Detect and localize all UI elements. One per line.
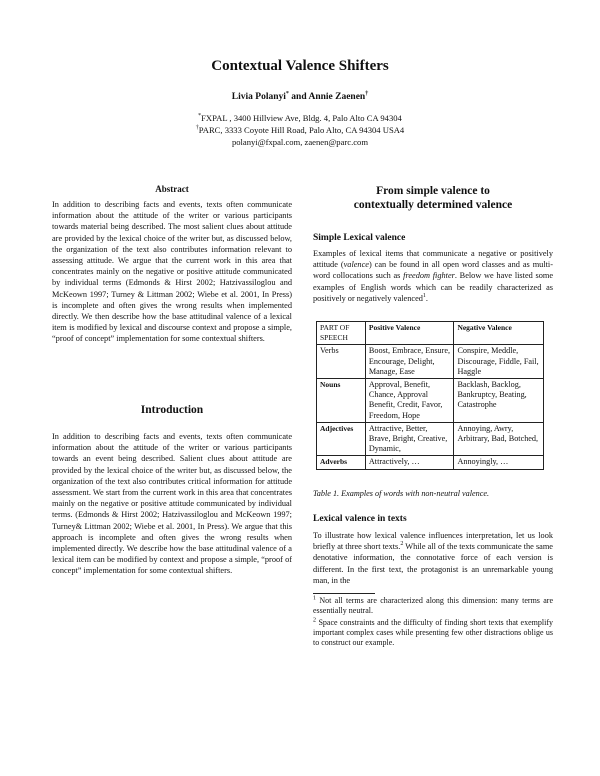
table-cell-negative: Annoyingly, … [454, 456, 544, 469]
footnote-1-mark: 1 [313, 595, 316, 602]
table-cell-positive: Attractive, Better, Brave, Bright, Creative, Dynamic, [365, 422, 454, 456]
lexical-in-texts-text [313, 530, 553, 586]
author-joiner: and [288, 92, 309, 102]
table-row [317, 379, 544, 423]
lexical-in-texts-text-b: While all of the texts communicate the same denotative information, the connotative force of each version is different. In the first text, the protagonist is an unremarkable young man, in the [313, 542, 553, 585]
table-caption: Table 1. Examples of words with non-neutral valence. [313, 489, 490, 498]
table-cell-pos: Verbs [317, 345, 366, 379]
author-emails: polanyi@fxpal.com, zaenen@parc.com [231, 137, 369, 147]
table-header-row [317, 322, 544, 345]
affiliation-2-mark: † [195, 125, 199, 132]
introduction-heading: Introduction [140, 404, 204, 416]
valence-table [316, 321, 544, 470]
simple-lexical-text-a: Examples of lexical items that communicate a negative or positively attitude ( [313, 249, 553, 270]
table-header-positive: Positive Valence [365, 322, 454, 345]
simple-lexical-text-c: . Below we have listed some examples of English words which can be readily characterized as positively or negatively valenced [313, 271, 554, 303]
author-line [0, 92, 600, 102]
affiliation-1 [0, 112, 600, 124]
affiliation-2 [0, 124, 600, 136]
simple-lexical-heading: Simple Lexical valence [313, 233, 406, 243]
table-cell-pos: Adjectives [317, 422, 366, 456]
table-cell-negative: Conspire, Meddle, Discourage, Fiddle, Fail, Haggle [454, 345, 544, 379]
affiliation-2-text: PARC, 3333 Coyote Hill Road, Palo Alto, CA 94304 USA4 [198, 125, 405, 135]
table-row [317, 345, 544, 379]
table-cell-positive: Attractively, … [365, 456, 454, 469]
table-cell-negative: Backlash, Backlog, Bankruptcy, Beating, Catastrophe [454, 379, 544, 423]
section-heading-line1: From simple valence to [376, 185, 490, 197]
footnote-ref-2: 2 [400, 541, 404, 548]
footnote-1 [313, 596, 553, 616]
footnote-separator [313, 593, 375, 594]
affiliation-1-text: FXPAL , 3400 Hillview Ave, Bldg. 4, Palo Alto CA 94304 [201, 113, 402, 123]
table-cell-pos: Nouns [317, 379, 366, 423]
simple-lexical-italic-1: valence [343, 260, 369, 270]
table-cell-positive: Boost, Embrace, Ensure, Encourage, Delight, Manage, Ease [365, 345, 454, 379]
simple-lexical-italic-2: freedom fighter [403, 271, 455, 281]
table-header-negative: Negative Valence [454, 322, 544, 345]
lexical-in-texts-heading: Lexical valence in texts [313, 514, 407, 524]
footnote-2 [313, 618, 553, 649]
table-cell-pos: Adverbs [317, 456, 366, 469]
introduction-text: In addition to describing facts and events, texts often communicate information about the attitude of the writer or various participants towards an event being described. Salient clues about attitude are provided by the lexical choice of the writer but, as discussed below, the organization of the text also contributes critical information for attitude assessment. We start from the current work in this area that concentrates mainly on the negative or positive attitude communicated by individual terms. (Edmonds & Hirst 2002; Hatzivassiloglou and McKeown 1997; Turney& Littman 2002; Wiebe et al. 2001, In Press). We argue that this approach is incomplete and often gives the wrong results when implemented directly. We describe how the base attitudinal valence of a lexical item can be modified by context and propose a simple, “proof of concept” implementation for some contextual shifters. [52, 432, 292, 576]
footnote-ref-1: 1 [422, 293, 426, 300]
affiliation-1-mark: * [198, 113, 202, 120]
abstract-text: In addition to describing facts and events, texts often communicate information about the attitude of the writer or various participants towards material being described. The most salient clues about attitude are provided by the lexical choice of the writer but, as discussed below, the organization of the text also contributes information relevant to assessing attitude. We argue that the current work in this area that concentrates mainly on the negative or positive attitude communicated by individual terms (Edmonds & Hirst 2002; Hatzivassiloglou and McKeown 1997; Turney & Littman 2002; Wiebe et al. 2001, In Press) is incomplete and often gives the wrong results when implemented directly. We then describe how the base attitudinal valence of a lexical item is modified by lexical and discourse context and propose a simple, “proof of concept” implementation for some contextual shifters. [52, 200, 292, 344]
footnote-2-text: Space constraints and the difficulty of finding short texts that exemplify important complex cases while presenting few other distractions oblige us to construct our example. [313, 618, 553, 648]
table-cell-positive: Approval, Benefit, Chance, Approval Benefit, Credit, Favor, Freedom, Hope [365, 379, 454, 423]
simple-lexical-text [313, 248, 553, 304]
lexical-in-texts-text-a: To illustrate how lexical valence influences interpretation, let us look briefly at three short texts. [313, 531, 553, 552]
section-heading-line2: contextually determined valence [353, 199, 513, 211]
table-cell-negative: Annoying, Awry, Arbitrary, Bad, Botched, [454, 422, 544, 456]
simple-lexical-text-b: ) can be found in all open word classes and as multi-word collocations such as [313, 260, 553, 281]
table-row [317, 456, 544, 469]
simple-lexical-text-d: . [425, 293, 428, 303]
table-row [317, 422, 544, 456]
author-2-mark: † [365, 90, 369, 97]
abstract-heading: Abstract [155, 184, 189, 194]
table-header-pos: PART OF SPEECH [317, 322, 366, 345]
author-1-mark: * [285, 90, 289, 97]
footnote-1-text: Not all terms are characterized along this dimension: many terms are essentially neutral. [313, 596, 554, 616]
author-1: Livia Polanyi [231, 92, 286, 102]
author-2: Annie Zaenen [308, 92, 366, 102]
footnote-2-mark: 2 [313, 617, 316, 624]
paper-title: Contextual Valence Shifters [211, 58, 389, 74]
